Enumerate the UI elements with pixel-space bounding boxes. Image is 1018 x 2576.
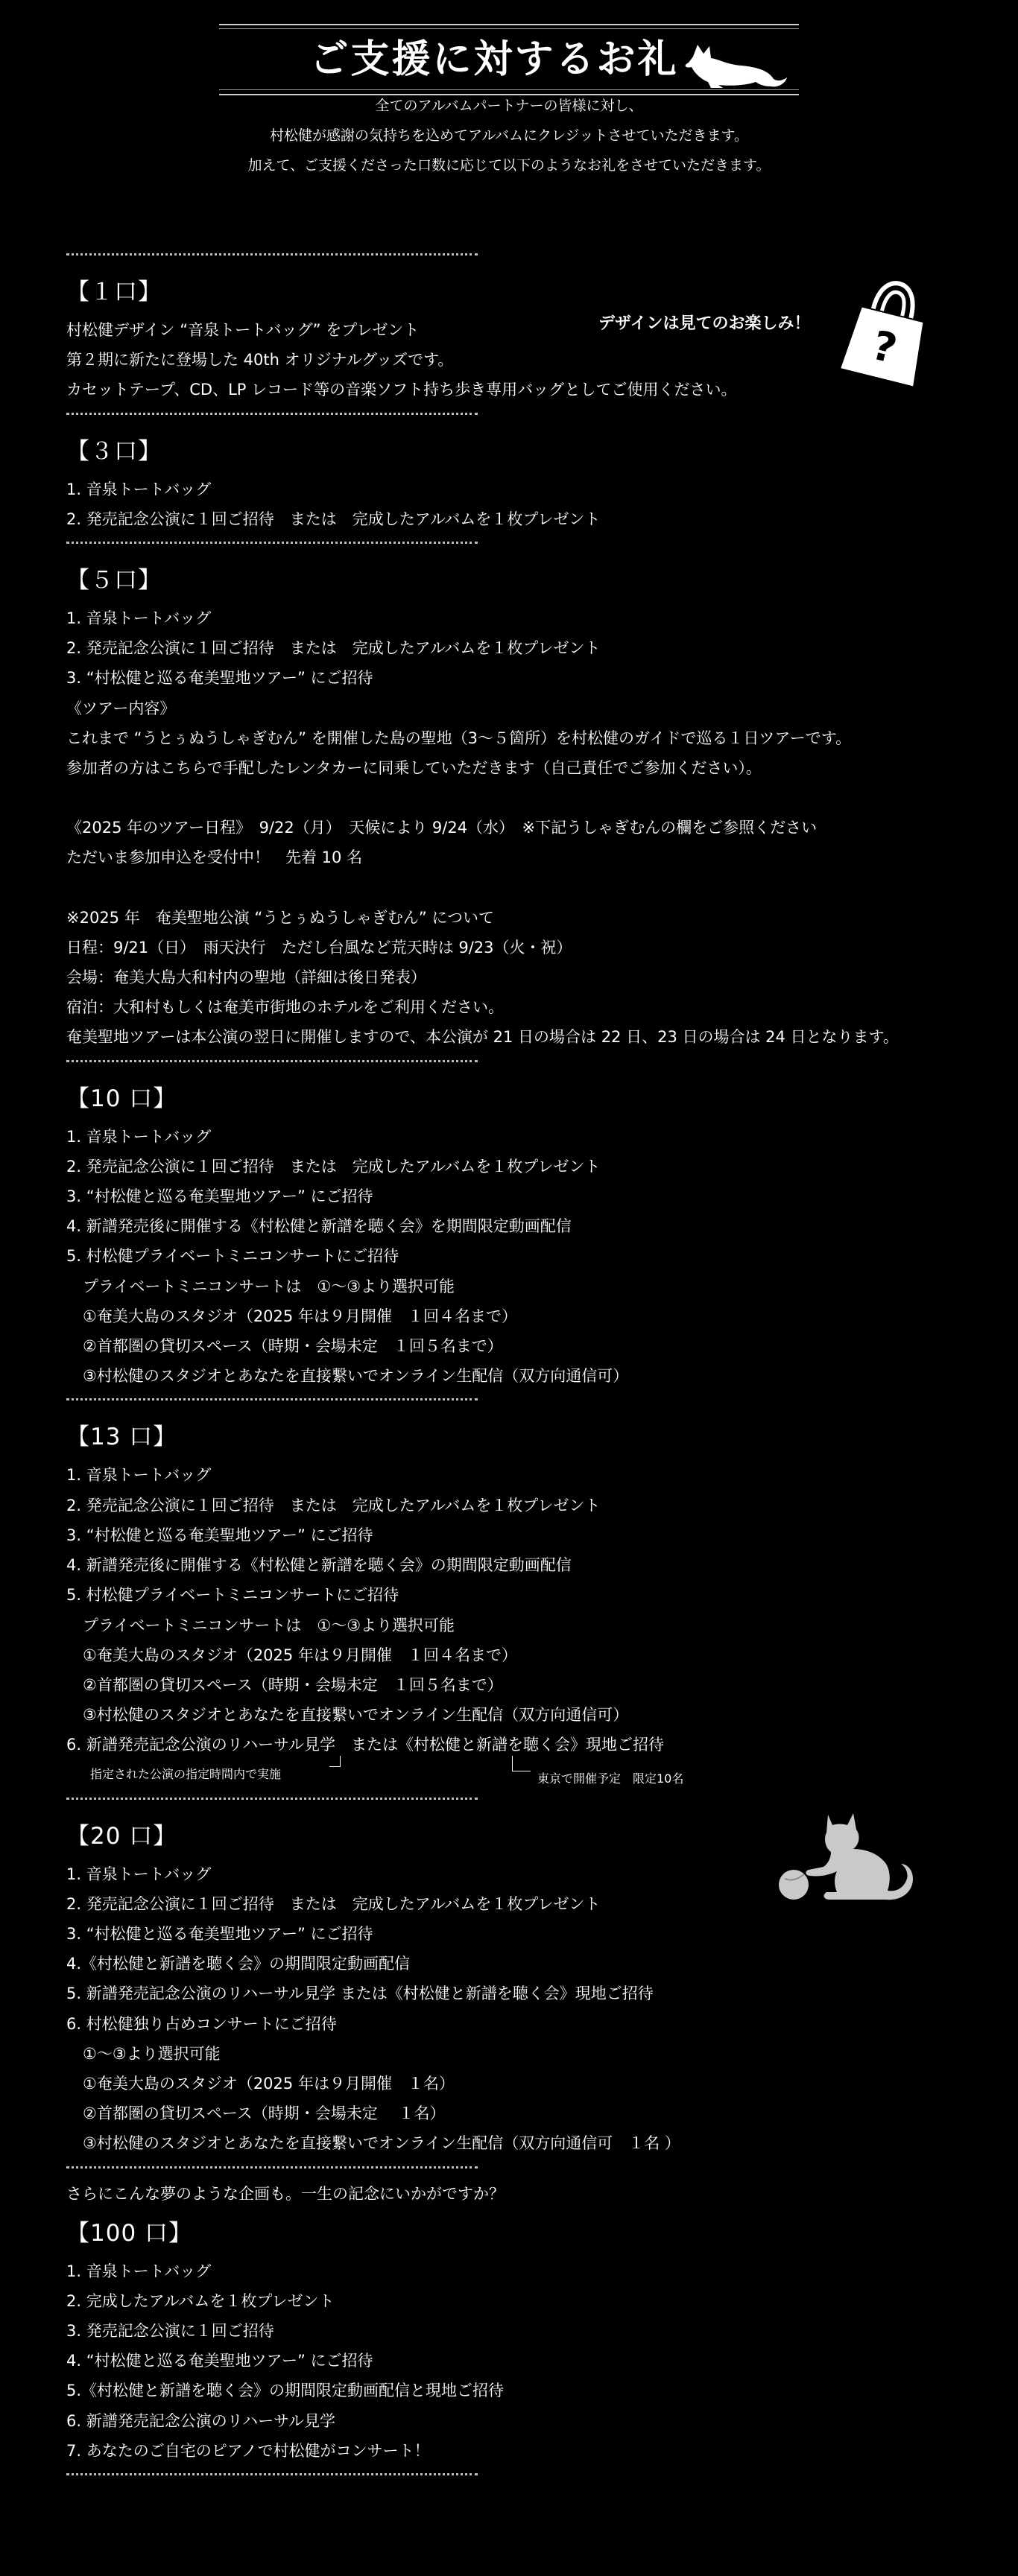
section-divider [66, 1398, 478, 1400]
tier-3-section [66, 434, 990, 534]
tour-schedule-line: 《2025 年のツアー日程》 9/22（月） 天候により 9/24（水） ※下記うしゃぎむんの欄をご参照ください [66, 819, 818, 837]
intro-text [0, 91, 1018, 180]
tier-13-section [66, 1420, 990, 1789]
lying-cat-icon [678, 43, 790, 91]
tier-1-line: 村松健デザイン “音泉トートバッグ” をプレゼント [66, 321, 420, 339]
spacer [66, 783, 990, 813]
tier-10-line: 3. “村松健と巡る奄美聖地ツアー” にご招待 [66, 1187, 373, 1206]
tote-design-callout: デザインは見てのお楽しみ！ [598, 314, 811, 333]
tier-20-sub-line: ①奄美大島のスタジオ（2025 年は９月開催 １名） [83, 2074, 455, 2093]
tier-5-line: 3. “村松健と巡る奄美聖地ツアー” にご招待 [66, 669, 373, 688]
cat-with-ball-icon [774, 1804, 916, 1906]
concert-info-line: 会場：奄美大島大和村内の聖地（詳細は後日発表） [66, 968, 426, 987]
spacer [66, 873, 990, 903]
tier-100-line: 1. 音泉トートバッグ [66, 2262, 212, 2280]
tier-10-line: 1. 音泉トートバッグ [66, 1127, 212, 1146]
note-bracket-left [329, 1756, 341, 1767]
tier-20-line: 6. 村松健独り占めコンサートにご招待 [66, 2014, 337, 2033]
tier-1-line: カセットテープ、CD、LP レコード等の音楽ソフト持ち歩き専用バッグとしてご使用ください。 [66, 381, 737, 399]
section-divider [66, 253, 478, 256]
tier-3-line: 1. 音泉トートバッグ [66, 480, 212, 498]
header-top-rule-inner [219, 28, 799, 29]
tier-20-line: 3. “村松健と巡る奄美聖地ツアー” にご招待 [66, 1924, 373, 1943]
note-bracket-right [512, 1756, 531, 1771]
header-top-rule [219, 24, 799, 25]
tier-5-line: 2. 発売記念公演に１回ご招待 または 完成したアルバムを１枚プレゼント [66, 639, 601, 658]
tier-13-note-right: 東京で開催予定 限定10名 [537, 1771, 684, 1786]
section-divider [66, 1060, 478, 1062]
tier-20-line: 4.《村松健と新譜を聴く会》の期間限定動画配信 [66, 1955, 411, 1973]
tour-content-line: 参加者の方はこちらで手配したレンタカーに同乗していただきます（自己責任でご参加ください）。 [66, 759, 762, 778]
tier-10-sub-line: プライベートミニコンサートは ①〜③より選択可能 [83, 1277, 455, 1295]
tour-schedule-line: ただいま参加申込を受付中！ 先着 10 名 [66, 848, 363, 867]
section-divider [66, 2166, 478, 2169]
tier-100-line: 7. あなたのご自宅のピアノで村松健がコンサート！ [66, 2441, 430, 2460]
tier-13-note-left: 指定された公演の指定時間内で実施 [90, 1766, 282, 1781]
tier-100-title: 【100 口】 [66, 2219, 193, 2247]
tier-1-title: 【１口】 [66, 279, 162, 305]
tier-3-title: 【３口】 [66, 437, 162, 465]
tier-13-sub-line: ①奄美大島のスタジオ（2025 年は９月開催 １回４名まで） [83, 1646, 517, 1664]
tier-20-sub-line: ③村松健のスタジオとあなたを直接繋いでオンライン生配信（双方向通信可 １名 ） [83, 2134, 680, 2153]
tier-100-line: 3. 発売記念公演に１回ご招待 [66, 2321, 274, 2340]
intro-line: 加えて、ご支援くださった口数に応じて以下のようなお礼をさせていただきます。 [247, 157, 771, 174]
tier-1-section [66, 275, 990, 405]
tier-5-line: 1. 音泉トートバッグ [66, 609, 212, 628]
tier-13-notes [66, 1760, 990, 1790]
tier-10-sub-line: ②首都圏の貸切スペース（時期・会場未定 １回５名まで） [83, 1337, 503, 1356]
tier-100-lead: さらにこんな夢のような企画も。一生の記念にいかがですか？ [66, 2184, 505, 2203]
tier-13-line: 1. 音泉トートバッグ [66, 1466, 212, 1485]
tier-13-sub-line: ③村松健のスタジオとあなたを直接繋いでオンライン生配信（双方向通信可） [83, 1706, 629, 1725]
tier-13-line: 4. 新譜発売後に開催する《村松健と新譜を聴く会》の期間限定動画配信 [66, 1556, 572, 1575]
tier-10-line: 4. 新譜発売後に開催する《村松健と新譜を聴く会》を期間限定動画配信 [66, 1217, 572, 1236]
tier-10-sub-line: ③村松健のスタジオとあなたを直接繋いでオンライン生配信（双方向通信可） [83, 1367, 629, 1386]
tier-10-line: 2. 発売記念公演に１回ご招待 または 完成したアルバムを１枚プレゼント [66, 1157, 601, 1176]
section-divider [66, 2473, 478, 2475]
tier-13-title: 【13 口】 [66, 1424, 177, 1451]
tier-100-section [66, 2179, 990, 2466]
tier-100-line: 4. “村松健と巡る奄美聖地ツアー” にご招待 [66, 2352, 373, 2370]
tier-10-sub-line: ①奄美大島のスタジオ（2025 年は９月開催 １回４名まで） [83, 1307, 517, 1325]
section-divider [66, 542, 478, 544]
concert-info-line: ※2025 年 奄美聖地公演 “うとぅぬうしゃぎむん” について [66, 908, 494, 927]
tier-20-line: 2. 発売記念公演に１回ご招待 または 完成したアルバムを１枚プレゼント [66, 1894, 601, 1913]
section-divider [66, 413, 478, 415]
intro-line: 村松健が感謝の気持ちを込めてアルバムにクレジットさせていただきます。 [270, 127, 748, 144]
tier-13-line: 5. 村松健プライベートミニコンサートにご招待 [66, 1586, 399, 1605]
tier-20-line: 5. 新譜発売記念公演のリハーサル見学 または《村松健と新譜を聴く会》現地ご招待 [66, 1985, 654, 2003]
section-divider [66, 1798, 478, 1800]
tier-10-title: 【10 口】 [66, 1085, 177, 1112]
tier-20-title: 【20 口】 [66, 1822, 177, 1850]
tier-10-section [66, 1082, 990, 1392]
tier-5-title: 【５口】 [66, 567, 162, 594]
tote-bag-question-icon [838, 275, 938, 387]
tier-20-sub-line: ②首都圏の貸切スペース（時期・会場未定 １名） [83, 2104, 446, 2123]
header-bottom-rule-inner [219, 89, 799, 90]
reward-list [66, 253, 990, 2495]
tier-13-line: 6. 新譜発売記念公演のリハーサル見学 または《村松健と新譜を聴く会》現地ご招待 [66, 1736, 665, 1754]
page-header [219, 21, 799, 98]
tier-13-line: 3. “村松健と巡る奄美聖地ツアー” にご招待 [66, 1526, 373, 1544]
tier-20-sub-line: ①〜③より選択可能 [83, 2044, 221, 2063]
concert-info-line: 宿泊：大和村もしくは奄美市街地のホテルをご利用ください。 [66, 998, 504, 1017]
tier-10-line: 5. 村松健プライベートミニコンサートにご招待 [66, 1247, 399, 1266]
tier-20-section [66, 1819, 990, 2159]
concert-info-line: 日程：9/21（日） 雨天決行 ただし台風など荒天時は 9/23（火・祝） [66, 938, 572, 957]
tier-13-line: 2. 発売記念公演に１回ご招待 または 完成したアルバムを１枚プレゼント [66, 1496, 601, 1514]
tier-5-section [66, 563, 990, 1053]
tier-3-line: 2. 発売記念公演に１回ご招待 または 完成したアルバムを１枚プレゼント [66, 510, 601, 528]
tour-content-line: これまで “うとぅぬうしゃぎむん” を開催した島の聖地（3〜５箇所）を村松健のガイドで巡る１日ツアーです。 [66, 729, 852, 747]
intro-line: 全てのアルバムパートナーの皆様に対し、 [375, 98, 643, 114]
tier-1-line: 第２期に新たに登場した 40th オリジナルグッズです。 [66, 351, 454, 369]
tier-20-line: 1. 音泉トートバッグ [66, 1865, 212, 1883]
tier-100-line: 5.《村松健と新譜を聴く会》の期間限定動画配信と現地ご招待 [66, 2382, 505, 2400]
page-title: ご支援に対するお礼 [309, 37, 679, 82]
concert-info-line: 奄美聖地ツアーは本公演の翌日に開催しますので、本公演が 21 日の場合は 22 日、23 日の場合は 24 日となります。 [66, 1028, 899, 1047]
tote-bag-question-mark: ? [867, 321, 902, 373]
tour-content-heading: 《ツアー内容》 [66, 699, 176, 717]
tier-13-sub-line: プライベートミニコンサートは ①〜③より選択可能 [83, 1616, 455, 1634]
tier-100-line: 2. 完成したアルバムを１枚プレゼント [66, 2291, 335, 2310]
tier-13-sub-line: ②首都圏の貸切スペース（時期・会場未定 １回５名まで） [83, 1675, 503, 1694]
tier-100-line: 6. 新譜発売記念公演のリハーサル見学 [66, 2411, 336, 2430]
